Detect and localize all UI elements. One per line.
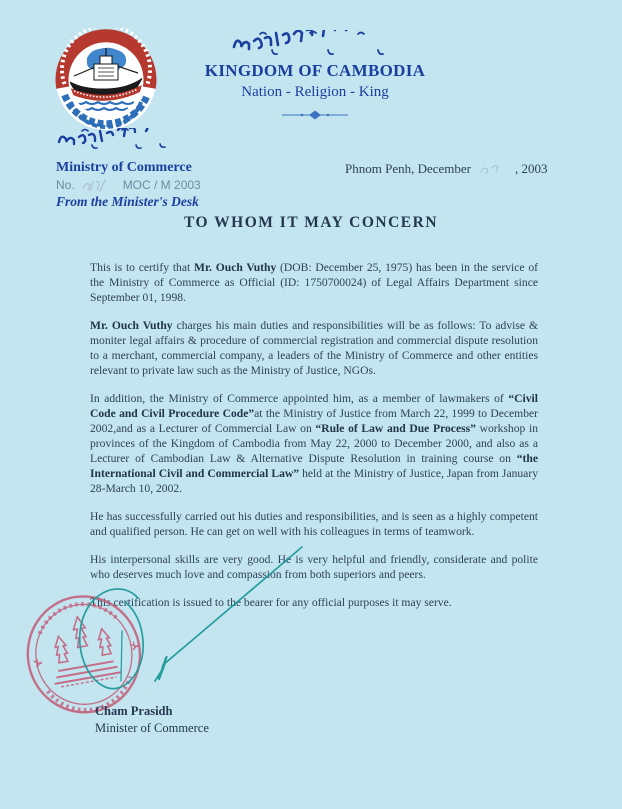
- national-motto: Nation - Religion - King: [241, 84, 389, 100]
- handwritten-day-mark: [475, 163, 511, 176]
- reference-number: MOC / M 2003: [122, 178, 201, 192]
- signer-name: Cham Prasidh: [95, 704, 173, 718]
- signer-block: [95, 704, 209, 736]
- khmer-ministry-text: [56, 128, 176, 150]
- paragraph-issuance: This certification is issued to the bearer for any official purposes it may serve.: [90, 596, 452, 609]
- dateline-suffix: , 2003: [515, 161, 548, 176]
- dateline-prefix: Phnom Penh, December: [345, 161, 472, 176]
- paragraph-certification: This is to certify that Mr. Ouch Vuthy (DOB: December 25, 1975) has been in the service of the Ministry of Commerce as Official (ID: 1750700024) of Legal Affairs Department since September 01, 1998.: [90, 261, 538, 304]
- paragraph-duties: Mr. Ouch Vuthy charges his main duties and responsibilities will be as follows: To advise & moniter legal affairs & procedure of commercial registration and commercial dispute resolution to a merchant, commercial company, a leaders of the Ministry of Commerce and other entities relevant to private law such as the Ministry of Justice, NGOs.: [90, 319, 538, 377]
- dateline: [345, 161, 548, 177]
- kingdom-of-cambodia-heading: KINGDOM OF CAMBODIA: [204, 61, 426, 80]
- handwritten-number-mark: [81, 179, 115, 192]
- ministry-name: Ministry of Commerce: [56, 160, 192, 175]
- ministry-seal-logo: [54, 28, 158, 132]
- no-label: No.: [56, 178, 75, 192]
- paragraph-performance: He has successfully carried out his duties and responsibilities, and is seen as a highly competent and qualified person. He can get on well with his colleagues in terms of teamwork.: [90, 510, 538, 538]
- paragraph-interpersonal: His interpersonal skills are very good. He is very helpful and friendly, considerate and polite who deserves much love and compassion from both superiors and peers.: [90, 553, 538, 581]
- minister-signature: [60, 540, 320, 705]
- letter-title: TO WHOM IT MAY CONCERN: [183, 214, 439, 231]
- reference-number-line: [56, 178, 201, 192]
- paragraph-appointments: In addition, the Ministry of Commerce appointed him, as a member of lawmakers of “Civil Code and Civil Procedure Code”at the Ministry of Justice from March 22, 1999 to December 2002,and as a Lecturer of Commercial Law on “Rule of Law and Due Process” workshop in provinces of the Kingdom of Cambodia from May 22, 2000 to December 2000, and also as a Lecturer of Cambodian Law & Alternative Dispute Resolution in training course on “the International Civil and Commercial Law” held at the Ministry of Justice, Japan from January 28-March 10, 2002.: [90, 392, 539, 495]
- letterhead-header: [170, 30, 460, 125]
- divider-ornament-icon: [280, 110, 350, 120]
- signer-title: Minister of Commerce: [95, 721, 209, 735]
- ministers-desk-line: From the Minister's Desk: [56, 194, 199, 209]
- ministry-letterhead: [56, 128, 201, 210]
- khmer-kingdom-title-text: [230, 30, 402, 56]
